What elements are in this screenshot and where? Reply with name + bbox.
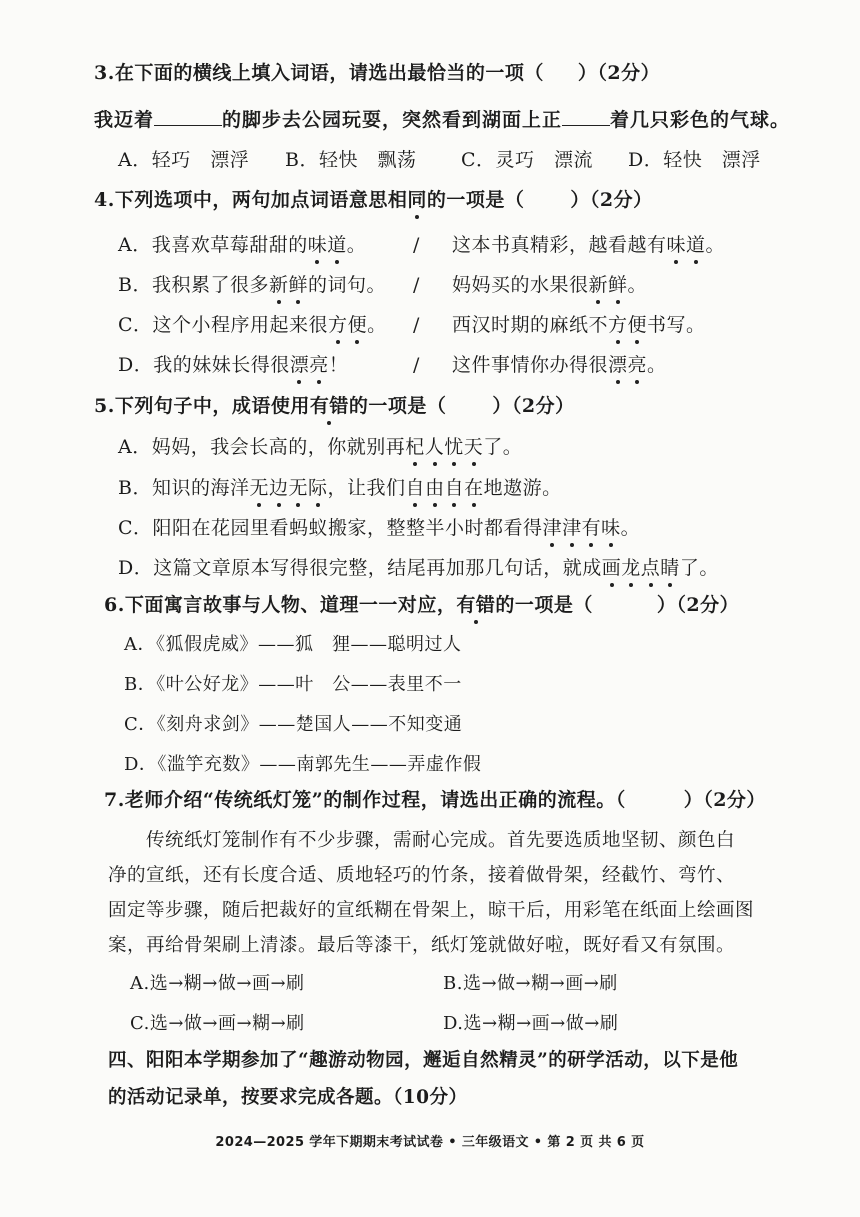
section4-heading-line-2: 的活动记录单，按要求完成各题。（10分）	[108, 1087, 468, 1108]
dotted-char: 鲜	[288, 274, 308, 296]
q4-title-dotted: 同	[407, 189, 427, 211]
q4-title-text: 4.下列选项中，两句加点词语意思相	[94, 189, 408, 211]
q6-option-b[interactable]: B．《叶公好龙》——叶 公——表里不一	[124, 674, 462, 695]
dotted-char: 道	[686, 234, 706, 256]
dotted-word	[667, 234, 706, 256]
q7-paragraph-line-4: 案，再给骨架刷上清漆。最后等漆干，纸灯笼就做好啦，既好看又有氛围。	[108, 935, 736, 956]
dotted-char: 点	[640, 557, 661, 579]
q7-option-d[interactable]: D.选→糊→画→做→刷	[443, 1013, 619, 1034]
dotted-char: 杞	[405, 436, 425, 458]
dotted-char: 边	[268, 477, 289, 499]
q4-score: ）（2分）	[570, 189, 653, 211]
dotted-char: 有	[581, 517, 602, 539]
q3-blank-1[interactable]	[154, 107, 222, 126]
q6-title-dotted: 有错	[456, 594, 496, 616]
q6-option-a[interactable]: A．《狐假虎威》——狐 狸——聪明过人	[124, 634, 462, 655]
q4-option-b-right: 妈妈买的水果很新鲜。	[452, 274, 648, 296]
q3-option-c[interactable]: C．灵巧 漂流	[461, 149, 594, 171]
dotted-char: 天	[463, 436, 484, 458]
q3-option-d[interactable]: D．轻快 漂浮	[628, 149, 761, 171]
q4-option-a-left[interactable]: A．我喜欢草莓甜甜的味道。	[118, 234, 367, 256]
dotted-word	[589, 274, 628, 296]
q4-option-d-right: 这件事情你办得很漂亮。	[452, 354, 667, 376]
dotted-char: 龙	[621, 557, 641, 579]
dotted-word	[608, 354, 647, 376]
dotted-word	[328, 314, 367, 336]
q4-option-a-right: 这本书真精彩，越看越有味道。	[452, 234, 726, 256]
dotted-char: 鲜	[608, 274, 628, 296]
dotted-word	[269, 274, 308, 296]
q5-title	[94, 394, 575, 418]
dotted-char: 方	[328, 314, 348, 336]
dotted-char: 际	[308, 477, 328, 499]
dotted-word	[608, 314, 647, 336]
q3-sentence-part-b: 的脚步去公园玩耍，突然看到湖面上正	[222, 109, 563, 131]
q6-title-text-2: 的一项是（	[495, 594, 593, 616]
dotted-char: 亮	[627, 354, 648, 376]
q5-score: ）（2分）	[492, 395, 575, 417]
q4-separator-c: /	[413, 314, 420, 336]
dotted-char: 画	[601, 557, 622, 579]
dotted-char: 漂	[608, 354, 628, 376]
q5-option-c[interactable]: C．阳阳在花园里看蚂蚁搬家，整整半小时都看得津津有味。	[118, 517, 641, 539]
dotted-char: 在	[464, 477, 484, 499]
q7-title-text: 7.老师介绍“传统纸灯笼”的制作过程，请选出正确的流程。（	[104, 789, 626, 811]
q3-title	[94, 61, 660, 85]
q4-title	[94, 188, 653, 212]
dotted-char: 道	[327, 234, 347, 256]
q5-option-b[interactable]: B．知识的海洋无边无际，让我们自由自在地遨游。	[118, 477, 562, 499]
dotted-char: 味	[666, 234, 687, 256]
dotted-char: 便	[627, 314, 648, 336]
q3-option-b[interactable]: B．轻快 飘荡	[285, 149, 417, 171]
q4-title-text-2: 的一项是（	[426, 189, 525, 211]
q7-title	[104, 788, 766, 812]
q7-paragraph-line-1: 传统纸灯笼制作有不少步骤，需耐心完成。首先要选质地坚韧、颜色白	[146, 830, 736, 851]
q3-sentence-part-a: 我迈着	[94, 109, 155, 131]
dotted-char: 由	[425, 477, 445, 499]
q3-option-a[interactable]: A．轻巧 漂浮	[118, 149, 250, 171]
dotted-char: 自	[405, 477, 426, 499]
dotted-char: 无	[288, 477, 309, 499]
q4-separator-b: /	[413, 274, 420, 296]
q3-blank-2[interactable]	[562, 107, 610, 126]
dotted-char: 津	[542, 517, 563, 539]
q3-sentence-part-c: 着几只彩色的气球。	[610, 109, 791, 131]
q5-title-dotted: 有错	[309, 395, 349, 417]
dotted-word	[308, 234, 347, 256]
dotted-char: 亮	[309, 354, 329, 376]
q7-option-b[interactable]: B.选→做→糊→画→刷	[443, 973, 618, 994]
q4-separator-d: /	[413, 354, 420, 376]
q6-score: ）（2分）	[656, 594, 740, 616]
dotted-word	[543, 517, 621, 539]
dotted-word	[405, 436, 483, 458]
q5-title-text-2: 的一项是（	[348, 395, 447, 417]
dotted-char: 人	[424, 436, 445, 458]
dotted-char: 新	[268, 274, 289, 296]
q4-separator-a: /	[413, 234, 420, 256]
q5-option-a[interactable]: A．妈妈，我会长高的，你就别再杞人忧天了。	[118, 436, 523, 458]
dotted-char: 自	[444, 477, 465, 499]
q5-title-text: 5.下列句子中，成语使用	[94, 395, 310, 417]
q7-paragraph-line-2: 净的宣纸，还有长度合适、质地轻巧的竹条，接着做骨架，经截竹、弯竹、	[108, 865, 736, 886]
q3-title-text: 3.在下面的横线上填入词语，请选出最恰当的一项（	[94, 62, 544, 84]
dotted-char: 无	[249, 477, 269, 499]
dotted-char: 忧	[444, 436, 464, 458]
q4-option-c-left[interactable]: C．这个小程序用起来很方便。	[118, 314, 387, 336]
q5-option-d[interactable]: D．这篇文章原本写得很完整，结尾再加那几句话，就成画龙点睛了。	[118, 557, 719, 579]
dotted-char: 睛	[660, 557, 680, 579]
section4-heading-line-1: 四、阳阳本学期参加了“趣游动物园，邂逅自然精灵”的研学活动，以下是他	[108, 1050, 739, 1071]
q7-option-a[interactable]: A.选→糊→做→画→刷	[130, 973, 305, 994]
dotted-char: 新	[588, 274, 609, 296]
q7-score: ）（2分）	[683, 789, 766, 811]
dotted-word	[602, 557, 680, 579]
dotted-word	[249, 477, 327, 499]
dotted-char: 津	[562, 517, 582, 539]
q4-option-b-left[interactable]: B．我积累了很多新鲜的词句。	[118, 274, 387, 296]
q3-sentence	[94, 107, 790, 132]
dotted-char: 漂	[289, 354, 310, 376]
q6-option-c[interactable]: C．《刻舟求剑》——楚国人——不知变通	[124, 714, 463, 735]
dotted-word	[290, 354, 329, 376]
dotted-char: 便	[347, 314, 368, 336]
dotted-char: 方	[608, 314, 628, 336]
q3-score: ）（2分）	[577, 62, 661, 84]
dotted-char: 味	[307, 234, 328, 256]
q6-title	[104, 593, 739, 617]
q4-option-d-left[interactable]: D．我的妹妹长得很漂亮！	[118, 354, 349, 376]
q7-option-c[interactable]: C.选→做→画→糊→刷	[130, 1013, 305, 1034]
q6-title-text: 6.下面寓言故事与人物、道理一一对应，	[104, 594, 457, 616]
dotted-char: 味	[601, 517, 621, 539]
q4-option-c-right: 西汉时期的麻纸不方便书写。	[452, 314, 706, 336]
q6-option-d[interactable]: D．《滥竽充数》——南郭先生——弄虚作假	[124, 754, 482, 775]
page-footer: 2024—2025 学年下期期末考试试卷 • 三年级语文 • 第 2 页 共 6 页	[215, 1135, 645, 1150]
dotted-word	[406, 477, 484, 499]
q7-paragraph-line-3: 固定等步骤，随后把裁好的宣纸糊在骨架上，晾干后，用彩笔在纸面上绘画图	[108, 900, 755, 921]
